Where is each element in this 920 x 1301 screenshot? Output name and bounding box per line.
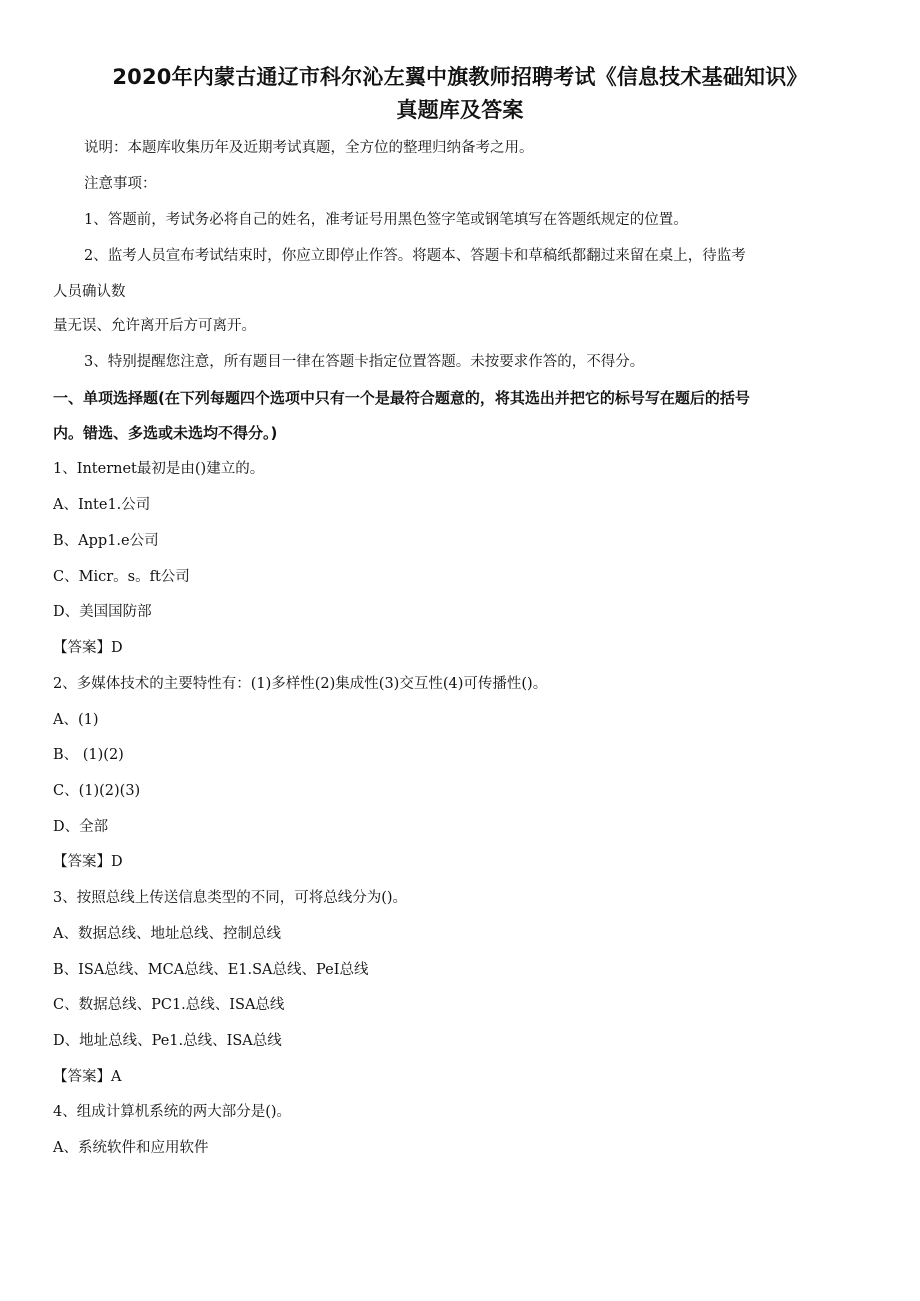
page-subtitle: 真题库及答案	[396, 98, 524, 122]
question-3-option-d: D、地址总线、Pe1.总线、ISA总线	[53, 1033, 282, 1049]
notes-heading: 注意事项：	[84, 176, 157, 192]
question-4-stem: 4、组成计算机系统的两大部分是()。	[53, 1104, 292, 1120]
question-1-option-d: D、美国国防部	[53, 604, 152, 620]
note-2-line-3: 量无误、允许离开后方可离开。	[53, 318, 256, 334]
page-title: 2020年内蒙古通辽市科尔沁左翼中旗教师招聘考试《信息技术基础知识》	[112, 65, 808, 89]
question-3-option-b: B、ISA总线、MCA总线、E1.SA总线、PeI总线	[53, 962, 369, 978]
question-2-answer: 【答案】D	[53, 854, 123, 870]
question-4-option-a: A、系统软件和应用软件	[53, 1140, 209, 1156]
question-3-option-a: A、数据总线、地址总线、控制总线	[53, 926, 281, 942]
question-3-stem: 3、按照总线上传送信息类型的不同，可将总线分为()。	[53, 890, 408, 906]
question-1-stem: 1、Internet最初是由()建立的。	[53, 461, 265, 477]
note-2-line-2: 人员确认数	[53, 284, 126, 300]
question-2-option-c: C、(1)(2)(3)	[53, 783, 141, 799]
question-2-option-a: A、(1)	[53, 712, 99, 728]
question-2-option-d: D、全部	[53, 819, 109, 835]
intro-description: 说明：本题库收集历年及近期考试真题，全方位的整理归纳备考之用。	[84, 140, 534, 156]
question-2-stem: 2、多媒体技术的主要特性有：(1)多样性(2)集成性(3)交互性(4)可传播性()。	[53, 676, 548, 692]
note-3: 3、特别提醒您注意，所有题目一律在答题卡指定位置答题。未按要求作答的，不得分。	[84, 354, 645, 370]
question-3-option-c: C、数据总线、PC1.总线、ISA总线	[53, 997, 285, 1013]
section-heading-line-1: 一、单项选择题(在下列每题四个选项中只有一个是最符合题意的，将其选出并把它的标号写在题后的括号	[53, 389, 750, 407]
question-1-answer: 【答案】D	[53, 640, 123, 656]
question-1-option-a: A、Inte1.公司	[53, 497, 151, 513]
question-3-answer: 【答案】A	[53, 1069, 122, 1085]
question-1-option-b: B、App1.e公司	[53, 533, 159, 549]
section-heading-line-2: 内。错选、多选或未选均不得分。)	[53, 424, 278, 442]
note-2-line-1: 2、监考人员宣布考试结束时，你应立即停止作答。将题本、答题卡和草稿纸都翻过来留在桌上，待监考	[84, 248, 746, 264]
question-2-option-b: B、 (1)(2)	[53, 747, 124, 763]
note-1: 1、答题前，考试务必将自己的姓名，准考证号用黑色签字笔或钢笔填写在答题纸规定的位置。	[84, 212, 688, 228]
question-1-option-c: C、Micr。s。ft公司	[53, 569, 190, 585]
